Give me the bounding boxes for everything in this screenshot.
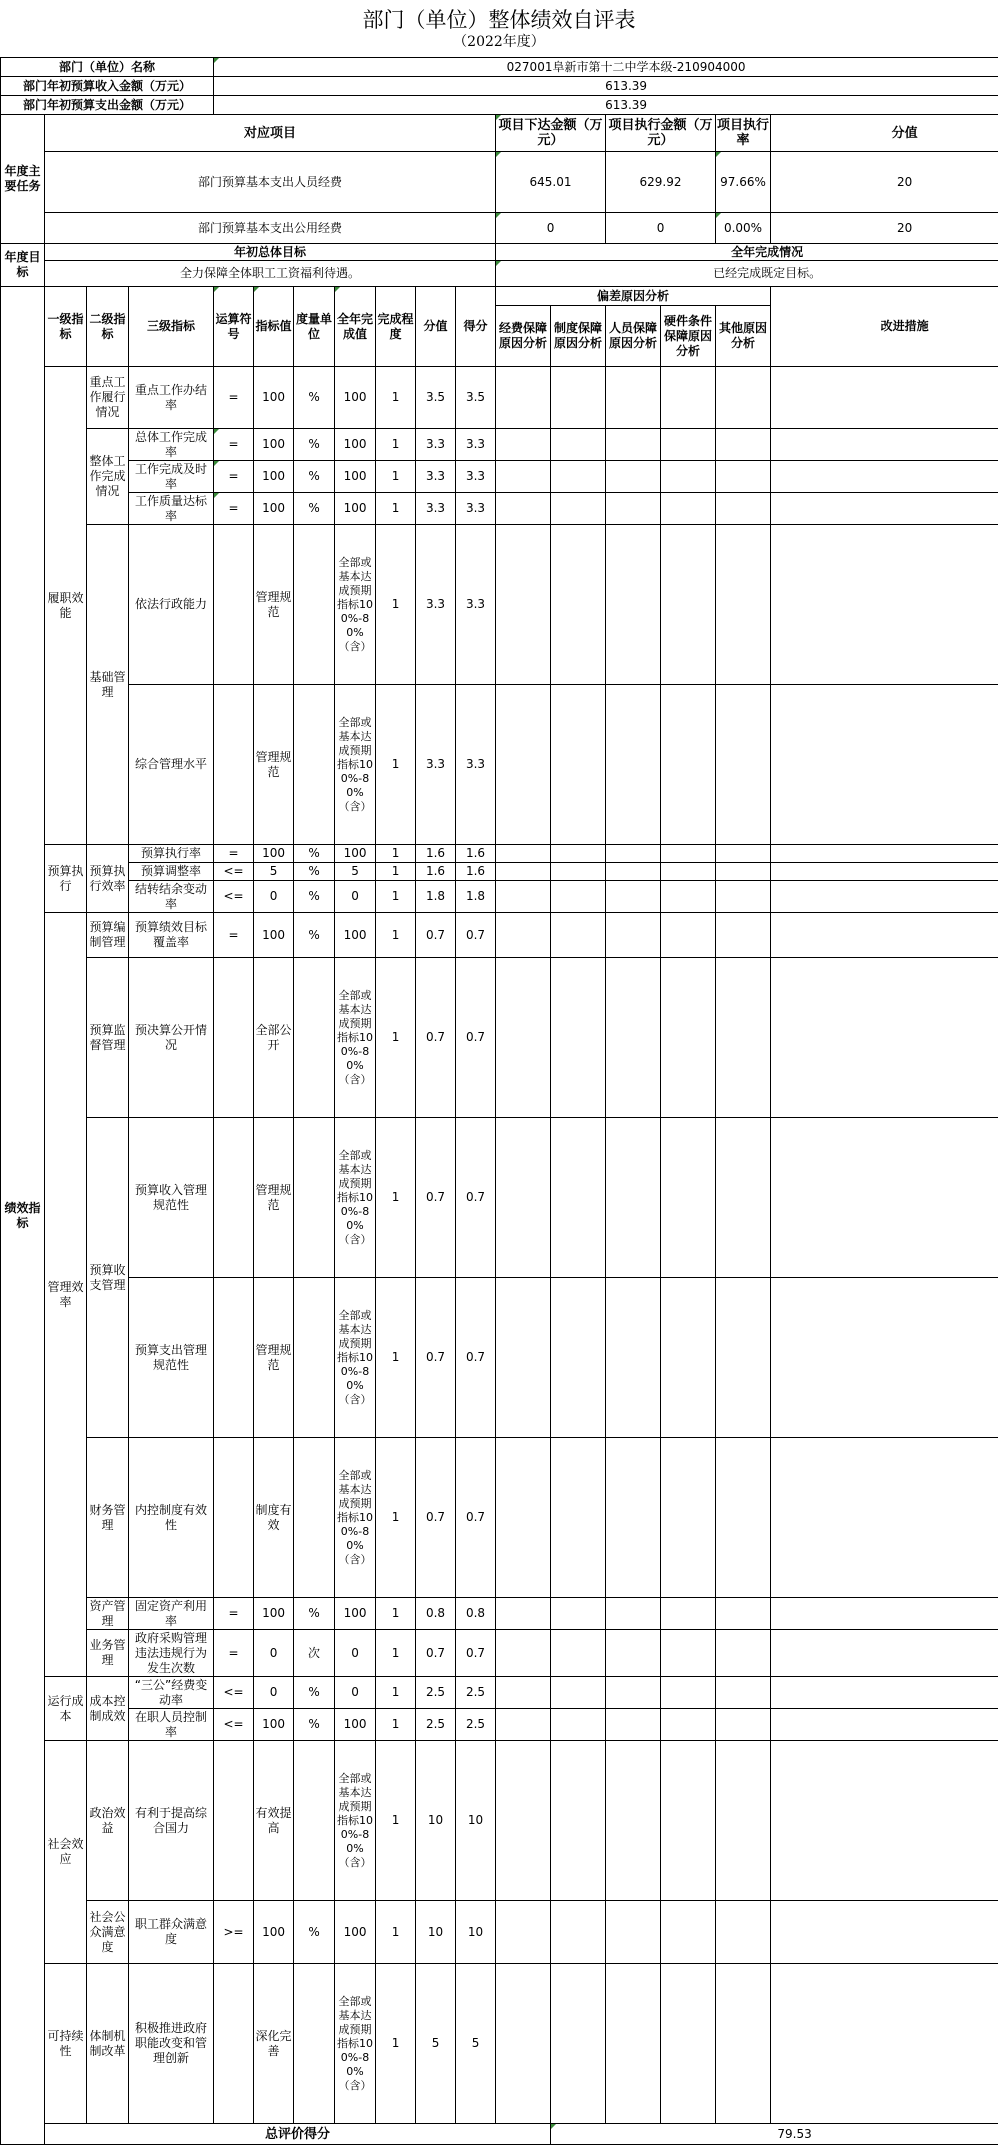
actual-cell: 100 xyxy=(335,1598,376,1630)
l2-label: 预算收支管理 xyxy=(87,1118,129,1438)
unit-cell: % xyxy=(294,1677,335,1709)
expense-value: 613.39 xyxy=(214,96,998,115)
col-d2: 制度保障原因分析 xyxy=(551,306,606,367)
op-cell: = xyxy=(214,367,254,429)
unit-name-value: 027001阜新市第十二中学本级-210904000 xyxy=(214,58,998,77)
actual-cell: 100 xyxy=(335,1901,376,1964)
actual-cell: 100 xyxy=(335,461,376,493)
target-cell: 0 xyxy=(254,1630,294,1677)
degree-cell: 1 xyxy=(376,1278,416,1438)
op-cell: = xyxy=(214,493,254,525)
degree-cell: 1 xyxy=(376,429,416,461)
actual-cell: 全部或基本达成预期指标100%-80%（含） xyxy=(335,1741,376,1901)
unit-cell xyxy=(294,525,335,685)
target-cell: 制度有效 xyxy=(254,1438,294,1598)
got-cell: 0.7 xyxy=(456,1278,496,1438)
target-cell: 深化完善 xyxy=(254,1964,294,2124)
got-cell: 0.7 xyxy=(456,913,496,958)
goals-initial-text: 全力保障全体职工工资福利待遇。 xyxy=(45,261,496,287)
degree-cell: 1 xyxy=(376,493,416,525)
task-row-rate: 97.66% xyxy=(716,152,771,213)
target-cell: 100 xyxy=(254,1901,294,1964)
actual-cell: 0 xyxy=(335,1630,376,1677)
target-cell: 100 xyxy=(254,367,294,429)
unit-cell: % xyxy=(294,845,335,863)
got-cell: 3.3 xyxy=(456,461,496,493)
got-cell: 3.3 xyxy=(456,685,496,845)
task-row-executed: 0 xyxy=(606,213,716,244)
actual-cell: 全部或基本达成预期指标100%-80%（含） xyxy=(335,958,376,1118)
actual-cell: 0 xyxy=(335,1677,376,1709)
got-cell: 10 xyxy=(456,1901,496,1964)
task-row-name: 部门预算基本支出公用经费 xyxy=(45,213,496,244)
got-cell: 0.7 xyxy=(456,1118,496,1278)
actual-cell: 100 xyxy=(335,913,376,958)
l3-label: 政府采购管理违法违规行为发生次数 xyxy=(129,1630,214,1677)
got-cell: 0.7 xyxy=(456,958,496,1118)
l2-label: 成本控制成效 xyxy=(87,1677,129,1741)
degree-cell: 1 xyxy=(376,685,416,845)
l2-label: 资产管理 xyxy=(87,1598,129,1630)
col-target: 指标值 xyxy=(254,287,294,367)
got-cell: 1.6 xyxy=(456,845,496,863)
actual-cell: 100 xyxy=(335,367,376,429)
op-cell xyxy=(214,1278,254,1438)
col-d5: 其他原因分析 xyxy=(716,306,771,367)
tasks-header-rate: 项目执行率 xyxy=(716,115,771,152)
l2-label: 业务管理 xyxy=(87,1630,129,1677)
target-cell: 100 xyxy=(254,913,294,958)
score-cell: 3.3 xyxy=(416,493,456,525)
got-cell: 5 xyxy=(456,1964,496,2124)
op-cell xyxy=(214,1438,254,1598)
target-cell: 管理规范 xyxy=(254,1118,294,1278)
score-cell: 1.6 xyxy=(416,845,456,863)
l3-label: 工作完成及时率 xyxy=(129,461,214,493)
degree-cell: 1 xyxy=(376,1630,416,1677)
l2-label: 预算监督管理 xyxy=(87,958,129,1118)
task-row-name: 部门预算基本支出人员经费 xyxy=(45,152,496,213)
col-d4: 硬件条件保障原因分析 xyxy=(661,306,716,367)
got-cell: 3.3 xyxy=(456,429,496,461)
op-cell: <= xyxy=(214,1709,254,1741)
actual-cell: 100 xyxy=(335,429,376,461)
l3-label: 预算收入管理规范性 xyxy=(129,1118,214,1278)
got-cell: 1.6 xyxy=(456,863,496,881)
unit-cell xyxy=(294,958,335,1118)
col-d1: 经费保障原因分析 xyxy=(496,306,551,367)
actual-cell: 100 xyxy=(335,493,376,525)
op-cell xyxy=(214,1118,254,1278)
degree-cell: 1 xyxy=(376,1118,416,1278)
unit-cell xyxy=(294,1118,335,1278)
got-cell: 0.7 xyxy=(456,1630,496,1677)
degree-cell: 1 xyxy=(376,1677,416,1709)
op-cell: <= xyxy=(214,1677,254,1709)
l1-label: 社会效应 xyxy=(45,1741,87,1964)
l1-label: 运行成本 xyxy=(45,1677,87,1741)
l2-label: 整体工作完成情况 xyxy=(87,429,129,525)
actual-cell: 全部或基本达成预期指标100%-80%（含） xyxy=(335,1118,376,1278)
col-l2: 二级指标 xyxy=(87,287,129,367)
goals-initial-header: 年初总体目标 xyxy=(45,244,496,261)
goals-complete-header: 全年完成情况 xyxy=(496,244,998,261)
unit-cell: % xyxy=(294,429,335,461)
l3-label: “三公”经费变动率 xyxy=(129,1677,214,1709)
target-cell: 管理规范 xyxy=(254,685,294,845)
l3-label: 工作质量达标率 xyxy=(129,493,214,525)
op-cell: = xyxy=(214,845,254,863)
l3-label: 依法行政能力 xyxy=(129,525,214,685)
unit-cell: % xyxy=(294,461,335,493)
expense-label: 部门年初预算支出金额（万元） xyxy=(1,96,214,115)
l3-label: 预算支出管理规范性 xyxy=(129,1278,214,1438)
degree-cell: 1 xyxy=(376,367,416,429)
total-value: 79.53 xyxy=(551,2124,998,2145)
l3-label: 有利于提高综合国力 xyxy=(129,1741,214,1901)
degree-cell: 1 xyxy=(376,1598,416,1630)
col-score: 分值 xyxy=(416,287,456,367)
perf-side-label: 绩效指标 xyxy=(1,287,45,2145)
score-cell: 1.6 xyxy=(416,863,456,881)
l2-label: 重点工作履行情况 xyxy=(87,367,129,429)
op-cell: <= xyxy=(214,881,254,913)
l2-label: 预算编制管理 xyxy=(87,913,129,958)
op-cell: = xyxy=(214,461,254,493)
target-cell: 管理规范 xyxy=(254,1278,294,1438)
l3-label: 综合管理水平 xyxy=(129,685,214,845)
score-cell: 1.8 xyxy=(416,881,456,913)
degree-cell: 1 xyxy=(376,1964,416,2124)
actual-cell: 全部或基本达成预期指标100%-80%（含） xyxy=(335,1438,376,1598)
score-cell: 10 xyxy=(416,1741,456,1901)
unit-cell: % xyxy=(294,493,335,525)
l3-label: 内控制度有效性 xyxy=(129,1438,214,1598)
degree-cell: 1 xyxy=(376,1438,416,1598)
score-cell: 0.7 xyxy=(416,913,456,958)
op-cell xyxy=(214,685,254,845)
score-cell: 0.7 xyxy=(416,1278,456,1438)
l3-label: 预算调整率 xyxy=(129,863,214,881)
unit-cell: % xyxy=(294,1709,335,1741)
score-cell: 0.7 xyxy=(416,1118,456,1278)
op-cell: = xyxy=(214,429,254,461)
actual-cell: 100 xyxy=(335,1709,376,1741)
tasks-header-score: 分值 xyxy=(771,115,998,152)
task-row-executed: 629.92 xyxy=(606,152,716,213)
op-cell xyxy=(214,525,254,685)
l3-label: 重点工作办结率 xyxy=(129,367,214,429)
l3-label: 预决算公开情况 xyxy=(129,958,214,1118)
l1-label: 可持续性 xyxy=(45,1964,87,2124)
target-cell: 100 xyxy=(254,845,294,863)
score-cell: 3.3 xyxy=(416,685,456,845)
l2-label: 财务管理 xyxy=(87,1438,129,1598)
goals-side-label: 年度目标 xyxy=(1,244,45,287)
got-cell: 0.7 xyxy=(456,1438,496,1598)
target-cell: 100 xyxy=(254,429,294,461)
score-cell: 2.5 xyxy=(416,1709,456,1741)
got-cell: 3.3 xyxy=(456,525,496,685)
col-l1: 一级指标 xyxy=(45,287,87,367)
actual-cell: 全部或基本达成预期指标100%-80%（含） xyxy=(335,1964,376,2124)
income-label: 部门年初预算收入金额（万元） xyxy=(1,77,214,96)
task-row-issued: 645.01 xyxy=(496,152,606,213)
unit-cell xyxy=(294,1964,335,2124)
col-d3: 人员保障原因分析 xyxy=(606,306,661,367)
got-cell: 2.5 xyxy=(456,1677,496,1709)
score-cell: 10 xyxy=(416,1901,456,1964)
l2-label: 预算执行效率 xyxy=(87,845,129,913)
degree-cell: 1 xyxy=(376,845,416,863)
actual-cell: 0 xyxy=(335,881,376,913)
degree-cell: 1 xyxy=(376,863,416,881)
l3-label: 职工群众满意度 xyxy=(129,1901,214,1964)
l3-label: 固定资产利用率 xyxy=(129,1598,214,1630)
tasks-header-issued: 项目下达金额（万元） xyxy=(496,115,606,152)
degree-cell: 1 xyxy=(376,913,416,958)
target-cell: 5 xyxy=(254,863,294,881)
tasks-header-executed: 项目执行金额（万元） xyxy=(606,115,716,152)
unit-cell: % xyxy=(294,367,335,429)
actual-cell: 全部或基本达成预期指标100%-80%（含） xyxy=(335,1278,376,1438)
goals-complete-text: 已经完成既定目标。 xyxy=(496,261,998,287)
op-cell xyxy=(214,1741,254,1901)
target-cell: 有效提高 xyxy=(254,1741,294,1901)
unit-cell: % xyxy=(294,881,335,913)
task-row-rate: 0.00% xyxy=(716,213,771,244)
task-row-score: 20 xyxy=(771,152,998,213)
target-cell: 100 xyxy=(254,461,294,493)
unit-cell xyxy=(294,1438,335,1598)
col-unit: 度量单位 xyxy=(294,287,335,367)
l2-label: 政治效益 xyxy=(87,1741,129,1901)
got-cell: 0.8 xyxy=(456,1598,496,1630)
l3-label: 预算绩效目标覆盖率 xyxy=(129,913,214,958)
col-degree: 完成程度 xyxy=(376,287,416,367)
got-cell: 2.5 xyxy=(456,1709,496,1741)
l2-label: 体制机制改革 xyxy=(87,1964,129,2124)
col-improve: 改进措施 xyxy=(771,287,998,367)
op-cell: <= xyxy=(214,863,254,881)
got-cell: 3.5 xyxy=(456,367,496,429)
col-deviation: 偏差原因分析 xyxy=(496,287,771,306)
unit-cell: % xyxy=(294,913,335,958)
col-actual: 全年完成值 xyxy=(335,287,376,367)
evaluation-table xyxy=(0,57,998,2145)
l3-label: 在职人员控制率 xyxy=(129,1709,214,1741)
unit-name-label: 部门（单位）名称 xyxy=(1,58,214,77)
income-value: 613.39 xyxy=(214,77,998,96)
tasks-header-project: 对应项目 xyxy=(45,115,496,152)
col-l3: 三级指标 xyxy=(129,287,214,367)
op-cell: = xyxy=(214,913,254,958)
op-cell: = xyxy=(214,1598,254,1630)
unit-cell: 次 xyxy=(294,1630,335,1677)
score-cell: 3.5 xyxy=(416,367,456,429)
target-cell: 0 xyxy=(254,1677,294,1709)
target-cell: 100 xyxy=(254,493,294,525)
actual-cell: 5 xyxy=(335,863,376,881)
degree-cell: 1 xyxy=(376,958,416,1118)
total-label: 总评价得分 xyxy=(45,2124,551,2145)
l3-label: 积极推进政府职能改变和管理创新 xyxy=(129,1964,214,2124)
score-cell: 3.3 xyxy=(416,525,456,685)
unit-cell xyxy=(294,1741,335,1901)
degree-cell: 1 xyxy=(376,1741,416,1901)
l1-label: 预算执行 xyxy=(45,845,87,913)
target-cell: 全部公开 xyxy=(254,958,294,1118)
degree-cell: 1 xyxy=(376,461,416,493)
target-cell: 0 xyxy=(254,881,294,913)
page-subtitle: （2022年度） xyxy=(453,34,545,50)
op-cell: >= xyxy=(214,1901,254,1964)
got-cell: 10 xyxy=(456,1741,496,1901)
l3-label: 结转结余变动率 xyxy=(129,881,214,913)
col-got: 得分 xyxy=(456,287,496,367)
l3-label: 总体工作完成率 xyxy=(129,429,214,461)
page-title: 部门（单位）整体绩效自评表 xyxy=(362,8,636,32)
task-row-score: 20 xyxy=(771,213,998,244)
unit-cell xyxy=(294,1278,335,1438)
l1-label: 管理效率 xyxy=(45,913,87,1677)
l1-label: 履职效能 xyxy=(45,367,87,845)
degree-cell: 1 xyxy=(376,1709,416,1741)
score-cell: 3.3 xyxy=(416,461,456,493)
actual-cell: 全部或基本达成预期指标100%-80%（含） xyxy=(335,525,376,685)
unit-cell: % xyxy=(294,1598,335,1630)
score-cell: 0.7 xyxy=(416,1630,456,1677)
degree-cell: 1 xyxy=(376,1901,416,1964)
score-cell: 0.7 xyxy=(416,958,456,1118)
l3-label: 预算执行率 xyxy=(129,845,214,863)
target-cell: 管理规范 xyxy=(254,525,294,685)
op-cell xyxy=(214,958,254,1118)
score-cell: 3.3 xyxy=(416,429,456,461)
l2-label: 社会公众满意度 xyxy=(87,1901,129,1964)
degree-cell: 1 xyxy=(376,525,416,685)
task-row-issued: 0 xyxy=(496,213,606,244)
op-cell xyxy=(214,1964,254,2124)
tasks-side-label: 年度主要任务 xyxy=(1,115,45,244)
actual-cell: 100 xyxy=(335,845,376,863)
score-cell: 2.5 xyxy=(416,1677,456,1709)
op-cell: = xyxy=(214,1630,254,1677)
got-cell: 1.8 xyxy=(456,881,496,913)
score-cell: 0.7 xyxy=(416,1438,456,1598)
degree-cell: 1 xyxy=(376,881,416,913)
score-cell: 0.8 xyxy=(416,1598,456,1630)
unit-cell xyxy=(294,685,335,845)
actual-cell: 全部或基本达成预期指标100%-80%（含） xyxy=(335,685,376,845)
unit-cell: % xyxy=(294,1901,335,1964)
l2-label: 基础管理 xyxy=(87,525,129,845)
target-cell: 100 xyxy=(254,1709,294,1741)
target-cell: 100 xyxy=(254,1598,294,1630)
score-cell: 5 xyxy=(416,1964,456,2124)
col-op: 运算符号 xyxy=(214,287,254,367)
got-cell: 3.3 xyxy=(456,493,496,525)
unit-cell: % xyxy=(294,863,335,881)
